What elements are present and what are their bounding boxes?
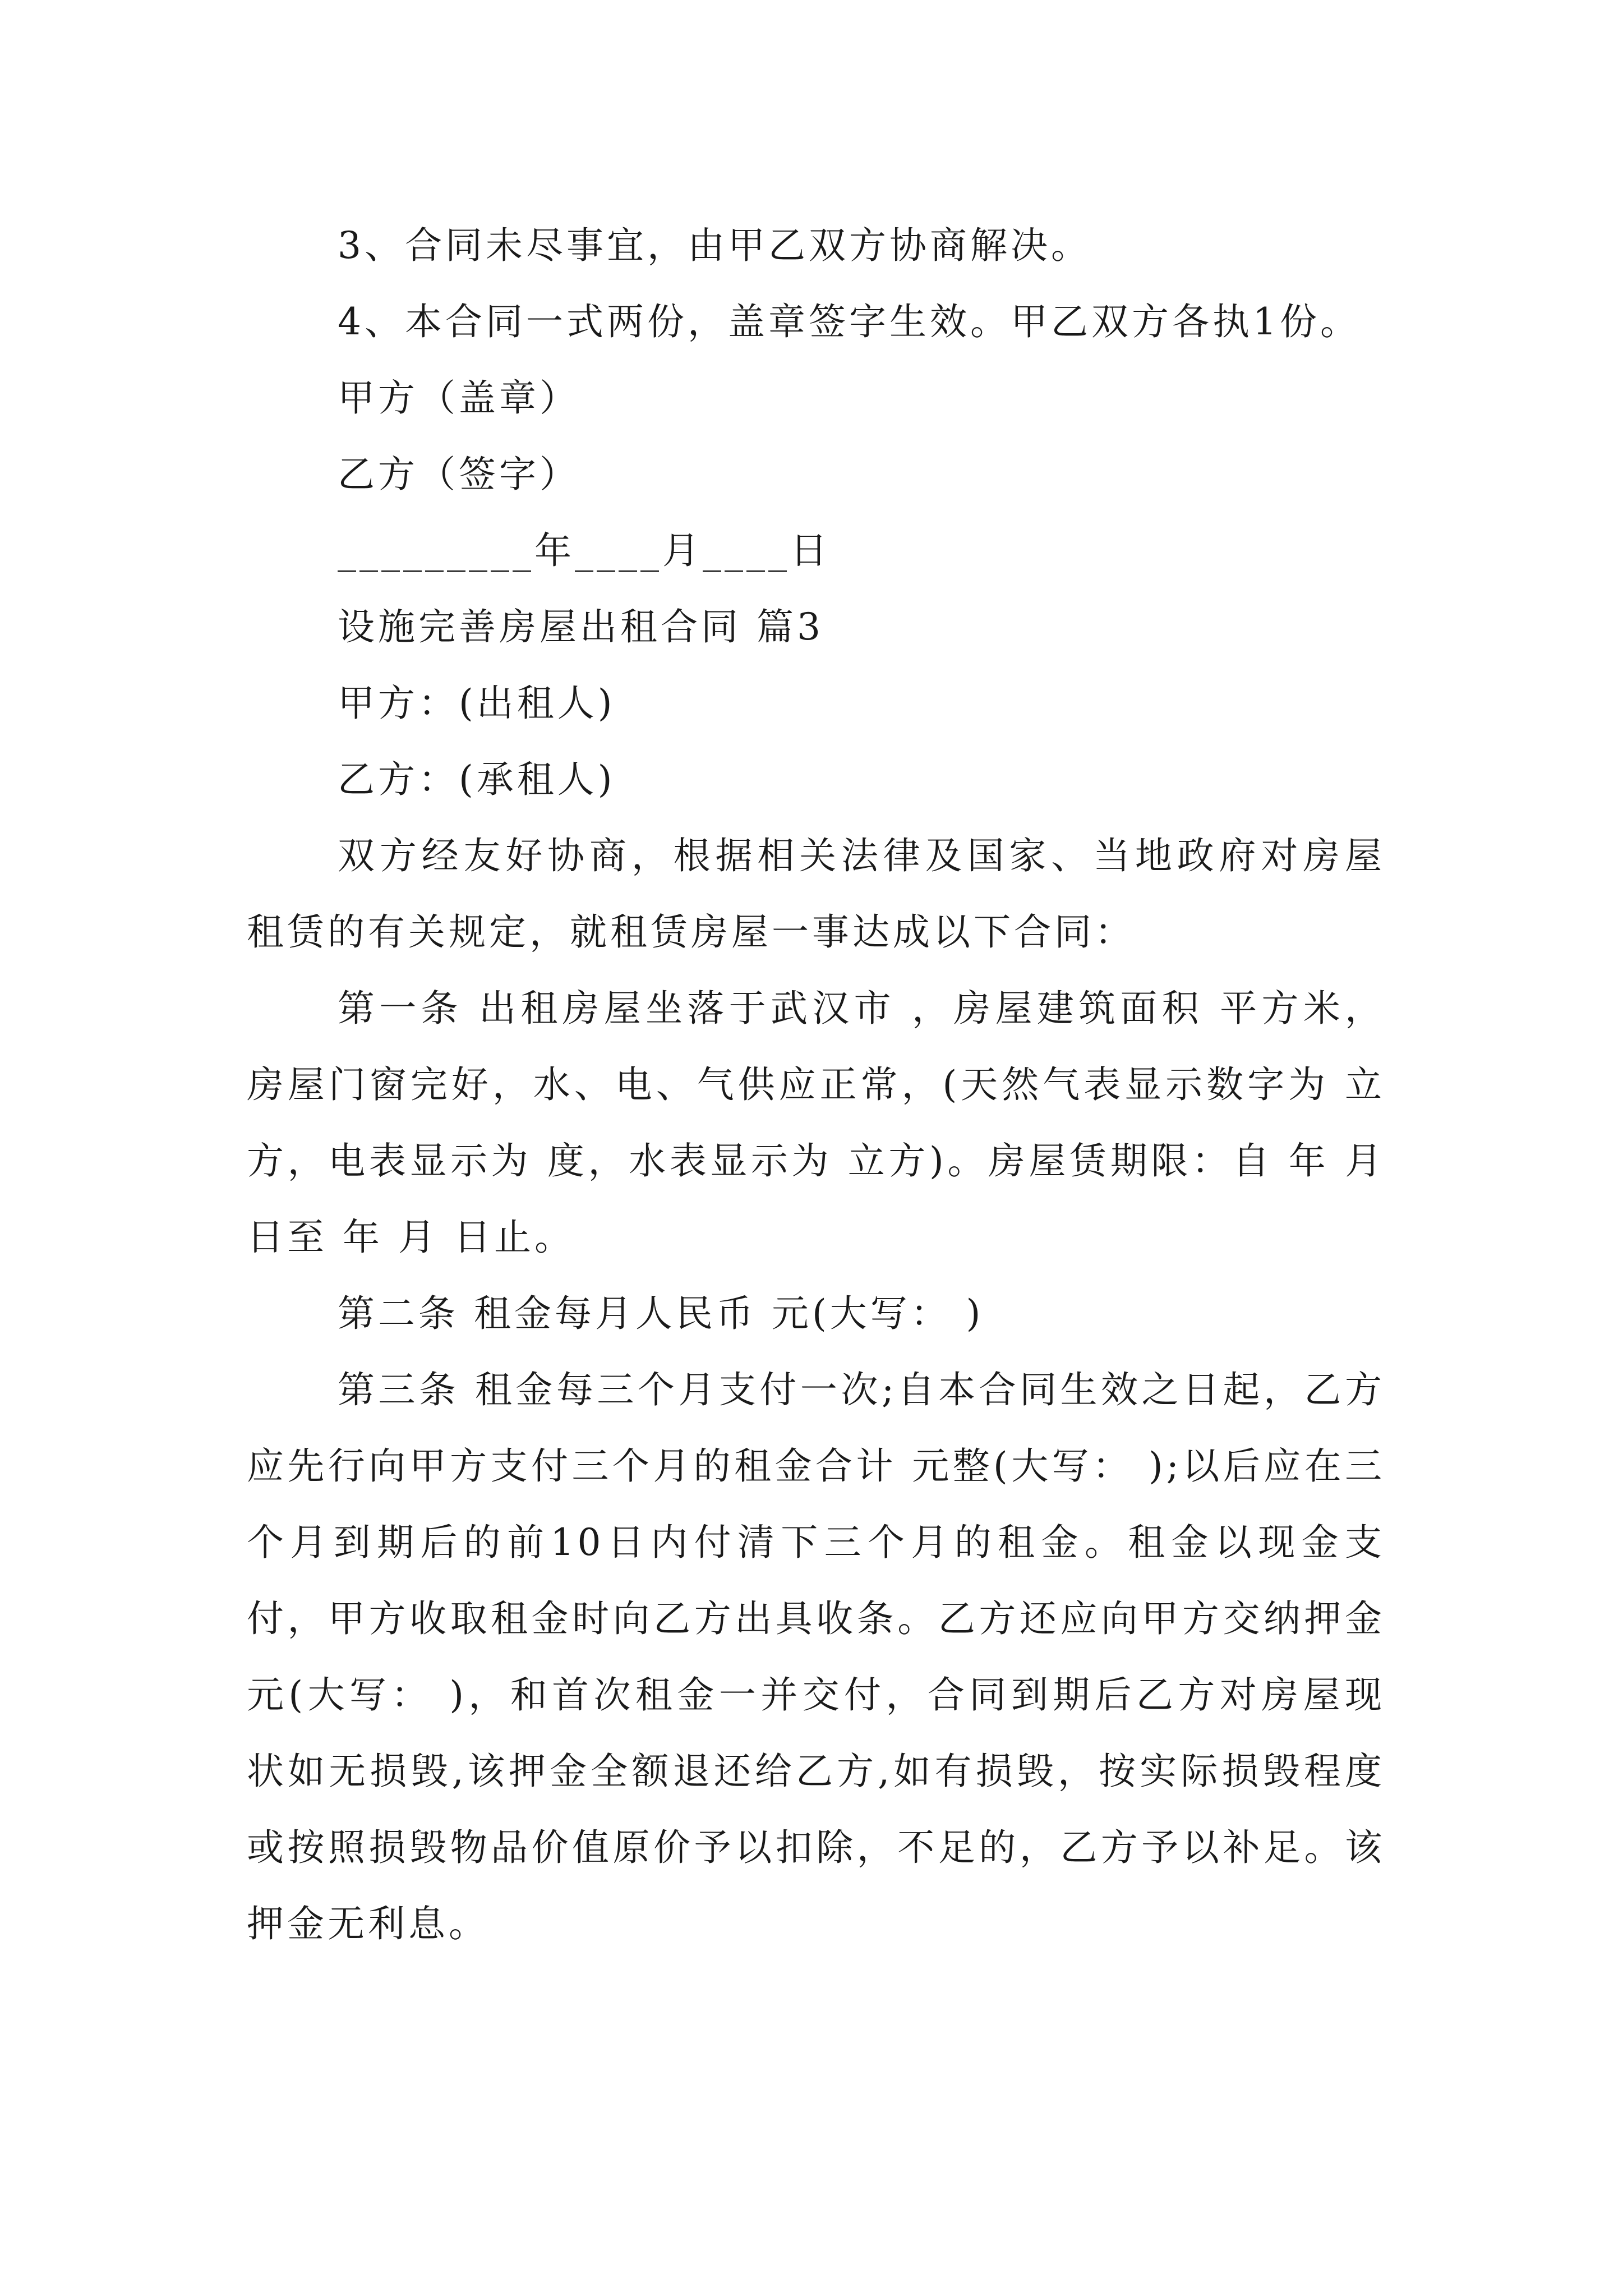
article-2-paragraph: 第二条 租金每月人民币 元(大写： ) bbox=[338, 1292, 984, 1335]
article-3-paragraph: 第三条 租金每三个月支付一次;自本合同生效之日起，乙方应先行向甲方支付三个月的租金合计 元整(大写： );以后应在三个月到期后的前10日内付清下三个月的租金。租金以现金支付，甲方收取租金时向乙方出具收条。乙方还应向甲方交纳押金 元(大写： )，和首次租金一并交付，合同到期后乙方对房屋现状如无损毁,该押金全额退还给乙方,如有损毁，按实际损毁程度或按照损毁物品价值原价予以扣除，不足的，乙方予以补足。该押金无利息。 bbox=[247, 1368, 1385, 1945]
clause-3-paragraph: 3、合同未尽事宜，由甲乙双方协商解决。 bbox=[338, 224, 1091, 267]
party-b-signature-line: 乙方（签字） bbox=[338, 453, 580, 496]
document-page bbox=[247, 208, 1385, 1962]
party-a-seal-line: 甲方（盖章） bbox=[338, 376, 580, 420]
clause-4-paragraph: 4、本合同一式两份，盖章签字生效。甲乙双方各执1份。 bbox=[338, 300, 1361, 343]
preamble-paragraph: 双方经友好协商，根据相关法律及国家、当地政府对房屋租赁的有关规定，就租赁房屋一事达成以下合同： bbox=[247, 834, 1385, 954]
article-1-paragraph: 第一条 出租房屋坐落于武汉市 ，房屋建筑面积 平方米，房屋门窗完好，水、电、气供应正常，(天然气表显示数字为 立方，电表显示为 度，水表显示为 立方)。房屋赁期限：自 年 月 日至 年 月 日止。 bbox=[247, 987, 1385, 1259]
date-line: _________年____月____日 bbox=[338, 529, 831, 572]
party-a-lessor: 甲方：(出租人) bbox=[338, 682, 616, 725]
party-b-lessee: 乙方：(承租人) bbox=[338, 758, 616, 801]
contract-title: 设施完善房屋出租合同 篇3 bbox=[338, 605, 824, 648]
